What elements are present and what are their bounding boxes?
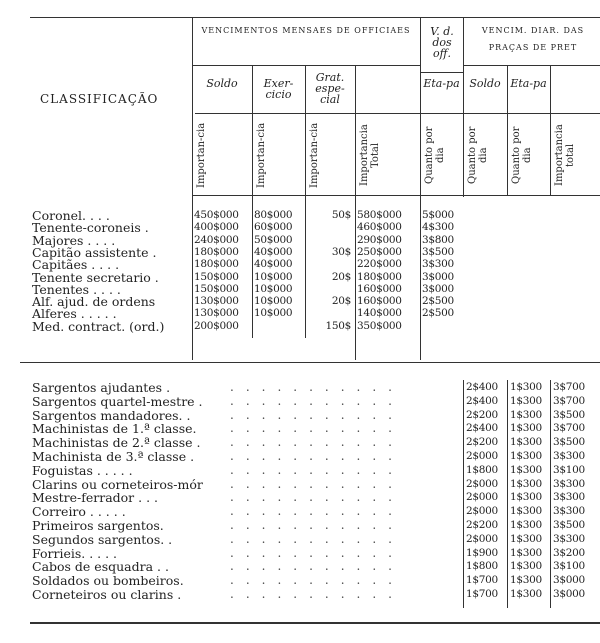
officer-soldo-cell: 400$000: [194, 221, 239, 234]
header-bottom-rule: [192, 195, 600, 196]
praca-etapa-cell: 1$300: [510, 588, 542, 600]
officer-etapa-cell: 2$500: [422, 307, 454, 320]
officer-exercicio-cell: 40$000: [254, 245, 293, 258]
praca-soldo-cell: 1$800: [466, 560, 498, 573]
column-divider: [355, 65, 356, 360]
column-divider: [507, 380, 508, 608]
officer-total-cell: 140$000: [357, 307, 402, 320]
officer-etapa-cell: 3$500: [422, 245, 454, 258]
officer-total-cell: 180$000: [357, 270, 402, 283]
officers-group-heading: VENCIMENTOS MENSAES DE OFFICIAES: [201, 26, 411, 35]
dot-leader: ...........: [230, 559, 404, 574]
dot-leader: ...........: [230, 435, 404, 450]
praca-rank-label: Foguistas . . . . .: [32, 462, 133, 478]
praca-total-cell: 3$000: [553, 588, 585, 600]
bottom-rule: [30, 622, 600, 624]
subheading: Eta-pa: [423, 77, 460, 90]
praca-soldo-cell: 1$700: [466, 588, 498, 600]
officer-etapa-cell: 5$000: [422, 209, 454, 221]
rotated-subheading: Quanto por dia: [467, 126, 489, 184]
column-divider: [550, 380, 551, 608]
dot-leader: ...........: [230, 462, 404, 477]
officer-rank-label: Med. contract. (ord.): [32, 318, 165, 334]
subheading: Exer-cicio: [263, 77, 294, 101]
officer-exercicio-cell: 40$000: [254, 258, 293, 271]
officer-rank-label: Alferes . . . . .: [32, 306, 117, 322]
dot-leader: ...........: [230, 573, 404, 588]
officer-soldo-cell: 180$000: [194, 245, 239, 258]
officer-rank-label: Coronel. . . .: [32, 208, 110, 223]
praca-total-cell: 3$300: [553, 505, 585, 518]
subheading: Soldo: [469, 77, 501, 90]
rotated-subheading: Quanto por dia: [511, 126, 533, 184]
group-rule: [420, 72, 463, 73]
officer-exercicio-cell: 60$000: [254, 221, 293, 234]
praca-total-cell: 3$100: [553, 560, 585, 573]
officer-rank-label: Tenente secretario .: [32, 269, 159, 285]
praca-etapa-cell: 1$300: [510, 422, 542, 435]
praca-soldo-cell: 2$400: [466, 381, 498, 393]
praca-rank-label: Forrieis. . . . .: [32, 545, 118, 561]
praca-soldo-cell: 2$000: [466, 532, 498, 545]
dot-leader: ...........: [230, 545, 404, 560]
dot-leader: ...........: [230, 380, 404, 394]
column-divider: [507, 65, 508, 195]
column-divider: [463, 17, 464, 197]
rotated-subheading: Importan-cia: [256, 122, 267, 188]
officer-grat-cell: 20$: [331, 270, 351, 283]
dot-leader: ...........: [230, 407, 404, 422]
dot-leader: ...........: [230, 531, 404, 546]
officer-etapa-cell: 3$800: [422, 233, 454, 246]
officer-exercicio-cell: 10$000: [254, 270, 293, 283]
praca-etapa-cell: 1$300: [510, 505, 542, 518]
column-divider: [305, 65, 306, 338]
praca-etapa-cell: 1$300: [510, 574, 542, 587]
officer-etapa-cell: 3$300: [422, 258, 454, 271]
praca-etapa-cell: 1$300: [510, 477, 542, 490]
dot-leader: ...........: [230, 421, 404, 436]
officer-soldo-cell: 450$000: [194, 209, 239, 221]
praca-total-cell: 3$500: [553, 436, 585, 449]
praca-total-cell: 3$700: [553, 381, 585, 393]
praca-rank-label: Corneteiros ou clarins .: [32, 587, 182, 602]
praca-soldo-cell: 2$000: [466, 505, 498, 518]
officer-rank-label: Alf. ajud. de ordens: [32, 294, 156, 310]
officer-exercicio-cell: 10$000: [254, 307, 293, 320]
officer-soldo-cell: 150$000: [194, 270, 239, 283]
praca-etapa-cell: 1$300: [510, 532, 542, 545]
praca-etapa-cell: 1$300: [510, 450, 542, 462]
rotated-subheading: Quanto por dia: [424, 126, 446, 184]
praca-soldo-cell: 2$400: [466, 394, 498, 407]
sub-rule: [195, 113, 600, 114]
officer-total-cell: 350$000: [357, 319, 402, 332]
praca-etapa-cell: 1$300: [510, 394, 542, 407]
dot-leader: ...........: [230, 393, 404, 408]
officer-grat-cell: 150$: [325, 319, 351, 332]
officer-total-cell: 220$000: [357, 258, 402, 271]
column-divider: [252, 65, 253, 338]
officer-total-cell: 160$000: [357, 282, 402, 295]
dot-leader: ...........: [230, 449, 404, 463]
praca-rank-label: Correiro . . . . .: [32, 504, 126, 520]
subheading: Eta-pa: [510, 77, 547, 90]
praca-rank-label: Sargentos ajudantes .: [32, 380, 171, 395]
praca-etapa-cell: 1$300: [510, 560, 542, 573]
praca-soldo-cell: 2$000: [466, 491, 498, 504]
officer-exercicio-cell: 10$000: [254, 282, 293, 295]
praca-etapa-cell: 1$300: [510, 436, 542, 449]
praca-total-cell: 3$700: [553, 394, 585, 407]
vd-group-heading: V. d. dos off.: [430, 25, 454, 60]
praca-soldo-cell: 2$200: [466, 408, 498, 421]
praca-soldo-cell: 2$000: [466, 450, 498, 462]
praca-rank-label: Cabos de esquadra . .: [32, 559, 169, 575]
praca-total-cell: 3$000: [553, 574, 585, 587]
praca-total-cell: 3$500: [553, 519, 585, 531]
praca-soldo-cell: 1$700: [466, 574, 498, 587]
officer-etapa-cell: 4$300: [422, 221, 454, 234]
group-rule: [463, 65, 600, 66]
praca-soldo-cell: 2$000: [466, 477, 498, 490]
dot-leader: ...........: [230, 476, 404, 491]
praca-soldo-cell: 1$800: [466, 463, 498, 476]
praca-etapa-cell: 1$300: [510, 381, 542, 393]
praca-etapa-cell: 1$300: [510, 519, 542, 531]
praca-total-cell: 3$500: [553, 408, 585, 421]
praca-rank-label: Segundos sargentos. .: [32, 531, 173, 547]
column-divider: [192, 17, 193, 360]
officer-total-cell: 460$000: [357, 221, 402, 234]
praca-total-cell: 3$300: [553, 532, 585, 545]
officer-soldo-cell: 150$000: [194, 282, 239, 295]
officer-rank-label: Majores . . . .: [32, 232, 116, 248]
officer-total-cell: 160$000: [357, 295, 402, 308]
dot-leader: ...........: [230, 490, 404, 505]
rotated-subheading: Importancia total: [554, 124, 576, 186]
officer-soldo-cell: 130$000: [194, 307, 239, 320]
officer-grat-cell: 30$: [331, 245, 351, 258]
praca-total-cell: 3$300: [553, 450, 585, 462]
subheading: Soldo: [206, 77, 238, 90]
praca-total-cell: 3$100: [553, 463, 585, 476]
praca-etapa-cell: 1$300: [510, 463, 542, 476]
praca-total-cell: 3$300: [553, 477, 585, 490]
praca-etapa-cell: 1$300: [510, 546, 542, 559]
praca-soldo-cell: 2$200: [466, 436, 498, 449]
column-divider: [550, 65, 551, 195]
officer-exercicio-cell: 50$000: [254, 233, 293, 246]
praca-rank-label: Sargentos mandadores. .: [32, 407, 191, 423]
praca-rank-label: Sargentos quartel-mestre .: [32, 393, 203, 409]
section-rule: [20, 362, 600, 363]
praca-rank-label: Mestre-ferrador . . .: [32, 490, 159, 506]
praca-total-cell: 3$200: [553, 546, 585, 559]
officer-rank-label: Capitão assistente .: [32, 244, 157, 260]
rotated-subheading: Importan-cia: [196, 122, 207, 188]
officer-grat-cell: 20$: [331, 295, 351, 308]
praca-soldo-cell: 2$200: [466, 519, 498, 531]
officer-total-cell: 290$000: [357, 233, 402, 246]
pracas-group-heading: VENCIM. DIAR. DAS PRAÇAS DE PRET: [481, 26, 585, 52]
praca-rank-label: Machinista de 3.ª classe .: [32, 449, 195, 464]
officer-etapa-cell: 2$500: [422, 295, 454, 308]
classificacao-heading: CLASSIFICAÇÃO: [40, 92, 159, 106]
officer-etapa-cell: 3$000: [422, 282, 454, 295]
praca-rank-label: Machinistas de 2.ª classe .: [32, 435, 201, 451]
column-divider: [463, 380, 464, 608]
officer-rank-label: Tenentes . . . .: [32, 281, 121, 297]
dot-leader: ...........: [230, 518, 404, 532]
officer-rank-label: Capitães . . . .: [32, 257, 120, 273]
officer-soldo-cell: 240$000: [194, 233, 239, 246]
officer-grat-cell: 50$: [331, 209, 351, 221]
praca-rank-label: Soldados ou bombeiros.: [32, 573, 184, 589]
officer-etapa-cell: 3$000: [422, 270, 454, 283]
praca-etapa-cell: 1$300: [510, 491, 542, 504]
officer-soldo-cell: 130$000: [194, 295, 239, 308]
praca-soldo-cell: 1$900: [466, 546, 498, 559]
praca-rank-label: Machinistas de 1.ª classe.: [32, 421, 197, 437]
dot-leader: ...........: [230, 504, 404, 519]
dot-leader: ...........: [230, 587, 404, 601]
top-rule: [30, 17, 600, 18]
rotated-subheading: Importancia Total: [359, 124, 381, 186]
officer-soldo-cell: 180$000: [194, 258, 239, 271]
rotated-subheading: Importan-cia: [309, 122, 320, 188]
column-divider: [420, 17, 421, 360]
praca-total-cell: 3$700: [553, 422, 585, 435]
officer-total-cell: 580$000: [357, 209, 402, 221]
praca-total-cell: 3$300: [553, 491, 585, 504]
praca-soldo-cell: 2$400: [466, 422, 498, 435]
praca-etapa-cell: 1$300: [510, 408, 542, 421]
praca-rank-label: Primeiros sargentos.: [32, 518, 164, 533]
officer-exercicio-cell: 80$000: [254, 209, 293, 221]
subheading: Grat. espe-cial: [315, 71, 345, 106]
officer-soldo-cell: 200$000: [194, 319, 239, 332]
officer-exercicio-cell: 10$000: [254, 295, 293, 308]
group-rule: [192, 65, 420, 66]
officer-total-cell: 250$000: [357, 245, 402, 258]
praca-rank-label: Clarins ou corneteiros-mór: [32, 476, 203, 492]
officer-rank-label: Tenente-coroneis .: [32, 220, 149, 236]
